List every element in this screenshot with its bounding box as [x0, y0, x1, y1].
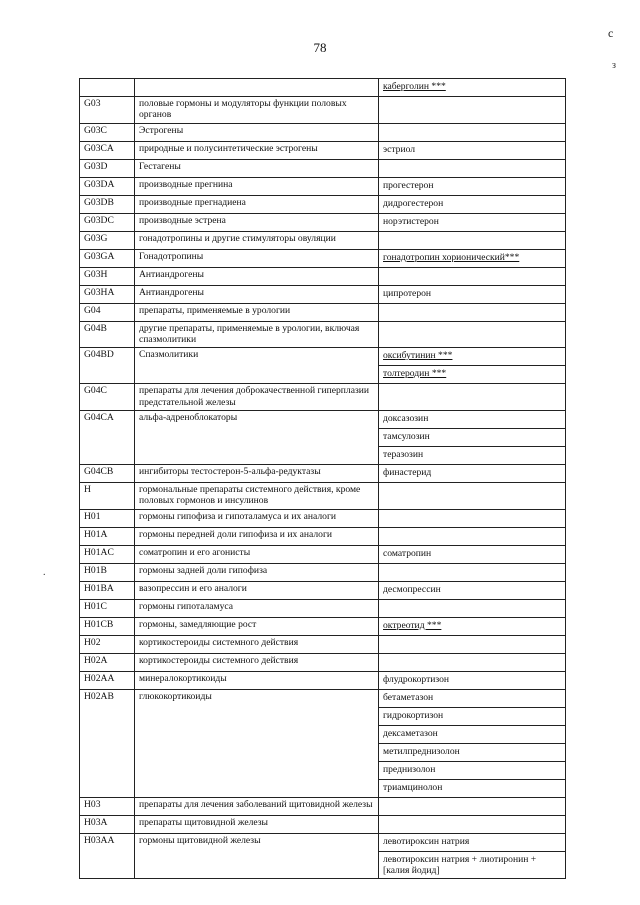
atc-code-cell: H02	[80, 635, 135, 653]
atc-group-name-cell: глюкокортикоиды	[135, 689, 379, 797]
table-row	[80, 348, 566, 366]
atc-group-name-cell: гормоны щитовидной железы	[135, 833, 379, 879]
atc-code-cell: H03AA	[80, 833, 135, 879]
table-row	[80, 563, 566, 581]
table-body	[80, 79, 566, 879]
atc-code-cell: G03H	[80, 267, 135, 285]
drug-name-cell	[379, 366, 566, 384]
atc-group-name-cell: гормоны гипофиза и гипоталамуса и их аналоги	[135, 509, 379, 527]
table-row	[80, 177, 566, 195]
drug-name-cell	[379, 177, 566, 195]
atc-code-cell: G03HA	[80, 285, 135, 303]
drug-name-cell	[379, 761, 566, 779]
drug-name-cell	[379, 653, 566, 671]
drug-name-cell	[379, 303, 566, 321]
drug-name-cell	[379, 249, 566, 267]
drug-name: гидрокортизон	[383, 709, 444, 721]
atc-code-cell: H02AB	[80, 689, 135, 797]
atc-group-name-cell: Гестагены	[135, 159, 379, 177]
atc-group-name-cell: Антиандрогены	[135, 267, 379, 285]
atc-code-cell: G03	[80, 97, 135, 124]
atc-group-name-cell: минералокортикоиды	[135, 671, 379, 689]
table-row	[80, 321, 566, 348]
drug-name: толтеродин ***	[383, 368, 447, 380]
drug-name: тамсулозин	[383, 430, 430, 442]
atc-group-name-cell: природные и полусинтетические эстрогены	[135, 141, 379, 159]
drug-name: прогестерон	[383, 179, 434, 191]
drug-name-cell	[379, 231, 566, 249]
table-row	[80, 141, 566, 159]
atc-code-cell: G04CB	[80, 464, 135, 482]
table-row	[80, 833, 566, 851]
atc-group-name-cell: гормоны передней доли гипофиза и их аналоги	[135, 527, 379, 545]
drug-name-cell	[379, 123, 566, 141]
table-row	[80, 231, 566, 249]
drug-name: триамцинолон	[383, 781, 443, 793]
atc-code-cell: H02A	[80, 653, 135, 671]
table-row	[80, 689, 566, 707]
atc-code-cell: G03DA	[80, 177, 135, 195]
atc-code-cell: G03CA	[80, 141, 135, 159]
table-row	[80, 482, 566, 509]
table-row	[80, 159, 566, 177]
table-row	[80, 509, 566, 527]
drug-name: теразозин	[383, 448, 424, 460]
atc-group-name-cell: производные прегнадиена	[135, 195, 379, 213]
atc-group-name-cell: альфа-адреноблокаторы	[135, 410, 379, 464]
atc-code-cell: H01C	[80, 599, 135, 617]
drug-name-cell	[379, 213, 566, 231]
page-number: 78	[313, 40, 327, 55]
drug-name: оксибутинин ***	[383, 350, 453, 362]
drug-name-cell	[379, 384, 566, 411]
atc-group-name-cell: гормональные препараты системного действия, кроме половых гормонов и инсулинов	[135, 482, 379, 509]
atc-group-name-cell: препараты для лечения заболеваний щитовидной железы	[135, 797, 379, 815]
atc-code-cell: G03GA	[80, 249, 135, 267]
table-row	[80, 79, 566, 97]
drug-name-cell	[379, 779, 566, 797]
atc-code-cell: G04CA	[80, 410, 135, 464]
atc-group-name-cell: гормоны гипоталамуса	[135, 599, 379, 617]
drug-name-cell	[379, 833, 566, 851]
atc-group-name-cell: вазопрессин и его аналоги	[135, 581, 379, 599]
atc-group-name-cell: другие препараты, применяемые в урологии, включая спазмолитики	[135, 321, 379, 348]
atc-group-name-cell: Эстрогены	[135, 123, 379, 141]
drug-name-cell	[379, 707, 566, 725]
table-row	[80, 653, 566, 671]
drug-name-cell	[379, 321, 566, 348]
atc-code-cell: G03G	[80, 231, 135, 249]
drug-name-cell	[379, 617, 566, 635]
drug-name: октреотид ***	[383, 619, 442, 631]
atc-group-name-cell: ингибиторы тестостерон-5-альфа-редуктазы	[135, 464, 379, 482]
table-row	[80, 545, 566, 563]
drug-name: бетаметазон	[383, 691, 434, 703]
atc-group-name-cell: Спазмолитики	[135, 348, 379, 384]
drug-name: норэтистерон	[383, 215, 439, 227]
table-row	[80, 213, 566, 231]
table-row	[80, 797, 566, 815]
drug-name: эстриол	[383, 143, 416, 155]
drug-name: флудрокортизон	[383, 673, 450, 685]
atc-group-name-cell: гонадотропины и другие стимуляторы овуляции	[135, 231, 379, 249]
table-row	[80, 599, 566, 617]
drug-name: гонадотропин хорионический***	[383, 251, 520, 263]
drug-name-cell	[379, 599, 566, 617]
drug-name-cell	[379, 581, 566, 599]
drug-name: финастерид	[383, 466, 432, 478]
margin-mark: с	[608, 26, 614, 40]
drug-name: соматропин	[383, 547, 432, 559]
table-row	[80, 267, 566, 285]
atc-code-cell: H03	[80, 797, 135, 815]
atc-code-cell: G03DC	[80, 213, 135, 231]
atc-code-cell: H01BA	[80, 581, 135, 599]
atc-group-name-cell: соматропин и его агонисты	[135, 545, 379, 563]
table-row	[80, 635, 566, 653]
drug-name-cell	[379, 635, 566, 653]
drug-name-cell	[379, 195, 566, 213]
atc-code-cell: G04BD	[80, 348, 135, 384]
drug-name-cell	[379, 285, 566, 303]
atc-group-name-cell: производные эстрена	[135, 213, 379, 231]
drug-name-cell	[379, 527, 566, 545]
drug-name-cell	[379, 545, 566, 563]
table-row	[80, 464, 566, 482]
atc-group-name-cell: препараты для лечения доброкачественной гиперплазии предстательной железы	[135, 384, 379, 411]
table-row	[80, 410, 566, 428]
atc-code-cell: H01	[80, 509, 135, 527]
drug-name-cell	[379, 446, 566, 464]
atc-code-cell: G03DB	[80, 195, 135, 213]
drug-name-cell	[379, 509, 566, 527]
drug-name-cell	[379, 97, 566, 124]
drug-name-cell	[379, 348, 566, 366]
drug-name: преднизолон	[383, 763, 436, 775]
margin-mark: .	[43, 567, 46, 578]
atc-code-cell: H01A	[80, 527, 135, 545]
atc-code-cell: H01B	[80, 563, 135, 581]
atc-group-name-cell	[135, 79, 379, 97]
table-row	[80, 815, 566, 833]
drug-name-cell	[379, 79, 566, 97]
atc-group-name-cell: Антиандрогены	[135, 285, 379, 303]
drug-name: доксазозин	[383, 412, 429, 424]
atc-code-cell: G04B	[80, 321, 135, 348]
drug-name-cell	[379, 563, 566, 581]
drug-name: левотироксин натрия	[383, 835, 470, 847]
drug-name-cell	[379, 671, 566, 689]
atc-code-cell: G03C	[80, 123, 135, 141]
table-row	[80, 671, 566, 689]
drug-name-cell	[379, 464, 566, 482]
table-row	[80, 123, 566, 141]
atc-group-name-cell: гормоны, замедляющие рост	[135, 617, 379, 635]
drug-name: каберголин ***	[383, 81, 446, 92]
atc-group-name-cell: Гонадотропины	[135, 249, 379, 267]
atc-code-cell: H01CB	[80, 617, 135, 635]
table-row	[80, 195, 566, 213]
table-row	[80, 303, 566, 321]
drug-name: ципротерон	[383, 287, 432, 299]
table-row	[80, 527, 566, 545]
atc-group-name-cell: препараты, применяемые в урологии	[135, 303, 379, 321]
drug-name-cell	[379, 410, 566, 428]
atc-group-name-cell: производные прегнина	[135, 177, 379, 195]
atc-group-name-cell: кортикостероиды системного действия	[135, 635, 379, 653]
drug-name-cell	[379, 797, 566, 815]
atc-group-name-cell: половые гормоны и модуляторы функции половых органов	[135, 97, 379, 124]
drug-name: дексаметазон	[383, 727, 438, 739]
table-row	[80, 384, 566, 411]
drug-name: метилпреднизолон	[383, 745, 460, 757]
margin-mark: з	[612, 60, 616, 71]
table-row	[80, 97, 566, 124]
atc-code-cell: H	[80, 482, 135, 509]
atc-group-name-cell: гормоны задней доли гипофиза	[135, 563, 379, 581]
drug-name-cell	[379, 159, 566, 177]
atc-code-cell: G03D	[80, 159, 135, 177]
drug-name: левотироксин натрия + лиотиронин + [калия йодид]	[383, 853, 537, 876]
atc-code-cell: H03A	[80, 815, 135, 833]
atc-code-cell: G04C	[80, 384, 135, 411]
drug-name: дидрогестерон	[383, 197, 444, 209]
atc-group-name-cell: препараты щитовидной железы	[135, 815, 379, 833]
table-row	[80, 285, 566, 303]
atc-group-name-cell: кортикостероиды системного действия	[135, 653, 379, 671]
drug-name-cell	[379, 743, 566, 761]
drug-name-cell	[379, 428, 566, 446]
drug-name-cell	[379, 851, 566, 879]
atc-code-cell: G04	[80, 303, 135, 321]
atc-code-cell: H01AC	[80, 545, 135, 563]
table-row	[80, 581, 566, 599]
atc-code-cell	[80, 79, 135, 97]
drug-name-cell	[379, 815, 566, 833]
drug-name-cell	[379, 689, 566, 707]
table-row	[80, 249, 566, 267]
drug-name-cell	[379, 482, 566, 509]
table-row	[80, 617, 566, 635]
atc-classification-table	[79, 78, 566, 879]
atc-code-cell: H02AA	[80, 671, 135, 689]
drug-name-cell	[379, 267, 566, 285]
drug-name-cell	[379, 141, 566, 159]
drug-name-cell	[379, 725, 566, 743]
drug-name: десмопрессин	[383, 583, 441, 595]
